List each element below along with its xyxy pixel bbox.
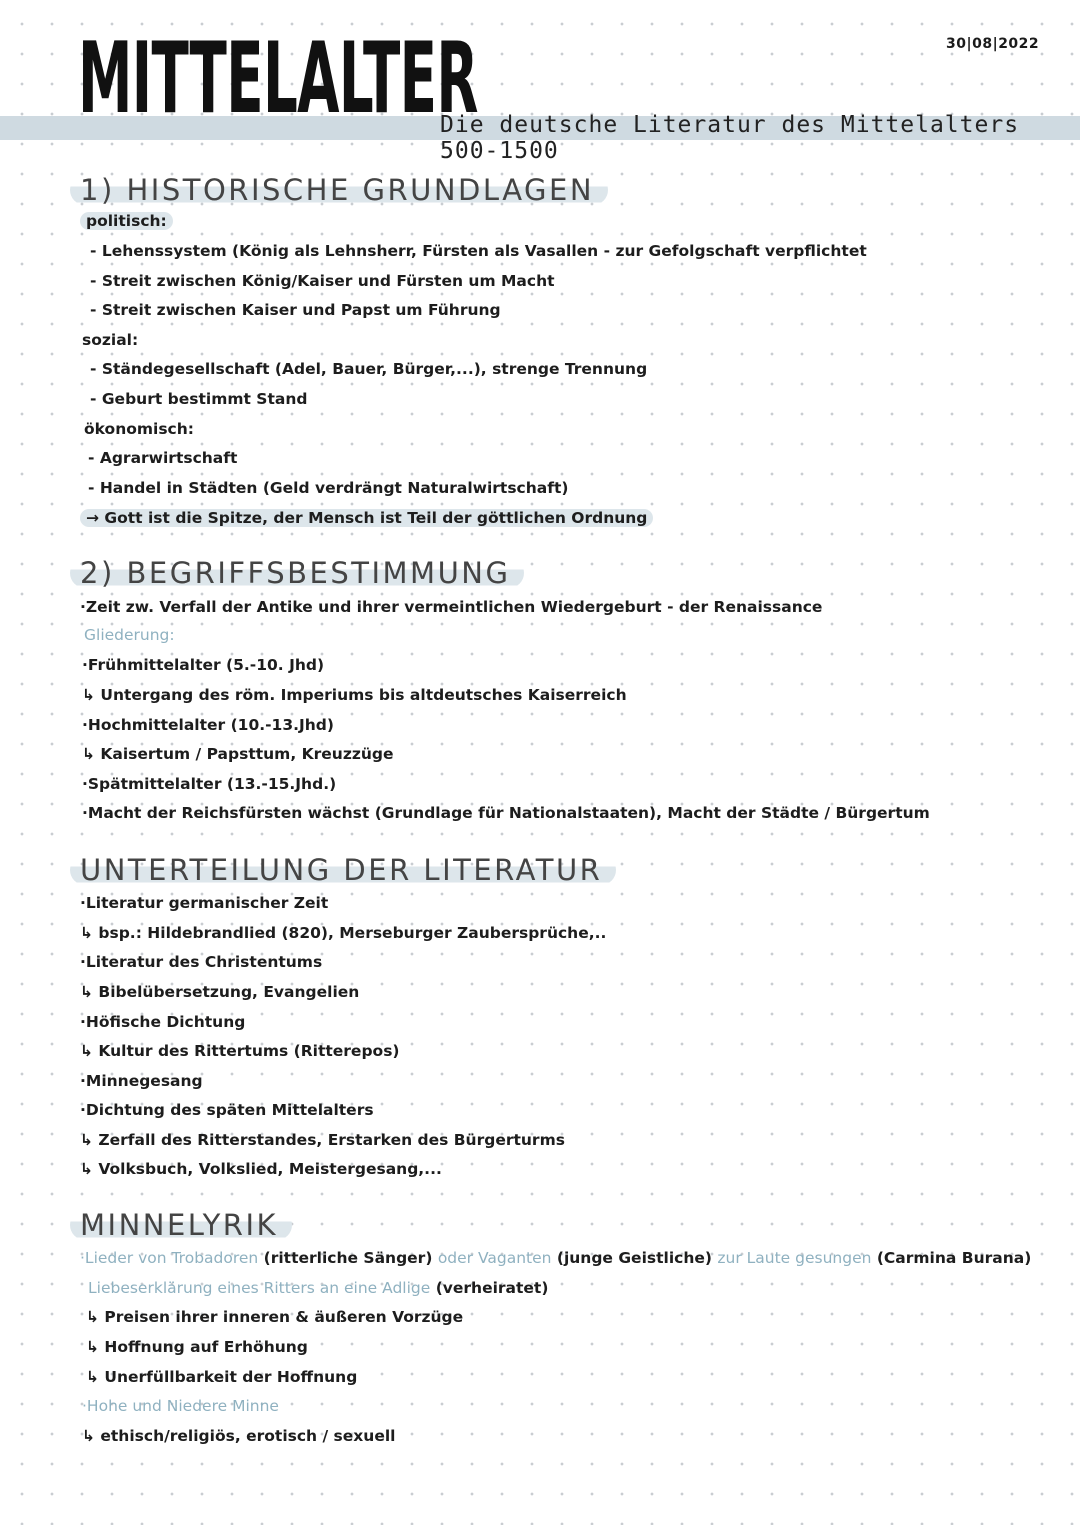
conclusion-line: → Gott ist die Spitze, der Mensch ist Teil der göttlichen Ordnung xyxy=(80,507,653,529)
date-label: 30|08|2022 xyxy=(946,36,1040,52)
list-item: ·Literatur germanischer Zeit xyxy=(80,894,329,912)
section-heading-minnelyrik: MINNELYRIK xyxy=(70,1210,292,1240)
plain-text: (junge Geistliche) xyxy=(551,1249,718,1267)
hohe-niedere-minne: ·Hohe und Niedere Minne xyxy=(82,1397,279,1415)
page-subtitle: Die deutsche Literatur des Mittelalters 500-1500 xyxy=(440,112,1020,164)
category-label-oekonomisch: ökonomisch: xyxy=(84,420,194,438)
list-item: ·Minnegesang xyxy=(80,1072,203,1090)
list-item: - Streit zwischen König/Kaiser und Fürsten um Macht xyxy=(90,272,555,290)
section-heading-historische-grundlagen: 1) HISTORISCHE GRUNDLAGEN xyxy=(70,175,608,205)
list-item: - Agrarwirtschaft xyxy=(88,449,238,467)
plain-text: (verheiratet) xyxy=(430,1279,549,1297)
category-label-sozial: sozial: xyxy=(82,331,139,349)
plain-text: (ritterliche Sänger) xyxy=(258,1249,438,1267)
list-item: ·Literatur des Christentums xyxy=(80,953,323,971)
section-heading-unterteilung: UNTERTEILUNG DER LITERATUR xyxy=(70,855,616,885)
category-label-politisch: politisch: xyxy=(80,210,173,232)
list-item: ·Höfische Dichtung xyxy=(80,1013,246,1031)
list-item: ↳ Untergang des röm. Imperiums bis altdeutsches Kaiserreich xyxy=(82,686,627,704)
list-item: ↳ Zerfall des Ritterstandes, Erstarken des Bürgerturms xyxy=(80,1131,565,1149)
list-item: ↳ Preisen ihrer inneren & äußeren Vorzüge xyxy=(86,1308,464,1326)
list-item: - Ständegesellschaft (Adel, Bauer, Bürger,...), strenge Trennung xyxy=(90,360,648,378)
minnelyrik-intro-line xyxy=(80,1247,1031,1269)
highlight-text: Liebeserklärung eines Ritters an eine Adlige xyxy=(88,1279,431,1297)
list-item: - Geburt bestimmt Stand xyxy=(90,390,308,408)
list-item: ↳ bsp.: Hildebrandlied (820), Merseburger Zaubersprüche,.. xyxy=(80,924,607,942)
highlight-text: oder Vaganten xyxy=(437,1249,552,1267)
highlight-text: zur Laute gesungen xyxy=(717,1249,872,1267)
list-item: ↳ Kaisertum / Papsttum, Kreuzzüge xyxy=(82,745,394,763)
intro-text: ·Zeit zw. Verfall der Antike und ihrer vermeintlichen Wiedergeburt - der Renaissance xyxy=(80,598,823,616)
list-item: ↳ Bibelübersetzung, Evangelien xyxy=(80,983,360,1001)
list-item: ↳ Kultur des Rittertums (Ritterepos) xyxy=(80,1042,400,1060)
list-item: ·Hochmittelalter (10.-13.Jhd) xyxy=(82,716,334,734)
list-item: ·Frühmittelalter (5.-10. Jhd) xyxy=(82,656,325,674)
list-item: ↳ Unerfüllbarkeit der Hoffnung xyxy=(86,1368,358,1386)
list-item: ↳ ethisch/religiös, erotisch / sexuell xyxy=(82,1427,396,1445)
list-item: ·Macht der Reichsfürsten wächst (Grundlage für Nationalstaaten), Macht der Städte / Bürgertum xyxy=(82,804,930,822)
list-item: ·Spätmittelalter (13.-15.Jhd.) xyxy=(82,775,337,793)
list-item: - Handel in Städten (Geld verdrängt Naturalwirtschaft) xyxy=(88,479,569,497)
highlight-text: ·Lieder von Trobadoren xyxy=(80,1249,259,1267)
list-item: ↳ Volksbuch, Volkslied, Meistergesang,... xyxy=(80,1160,442,1178)
gliederung-label: Gliederung: xyxy=(84,626,175,644)
plain-text: (Carmina Burana) xyxy=(871,1249,1032,1267)
section-heading-begriffsbestimmung: 2) BEGRIFFSBESTIMMUNG xyxy=(70,558,524,588)
list-item: - Lehenssystem (König als Lehnsherr, Fürsten als Vasallen - zur Gefolgschaft verpflichtet xyxy=(90,242,867,260)
list-item: ↳ Hoffnung auf Erhöhung xyxy=(86,1338,308,1356)
list-item: ·Dichtung des späten Mittelalters xyxy=(80,1101,374,1119)
minnelyrik-definition-line xyxy=(88,1277,548,1299)
page-title: MITTELALTER xyxy=(78,22,478,136)
list-item: - Streit zwischen Kaiser und Papst um Führung xyxy=(90,301,501,319)
